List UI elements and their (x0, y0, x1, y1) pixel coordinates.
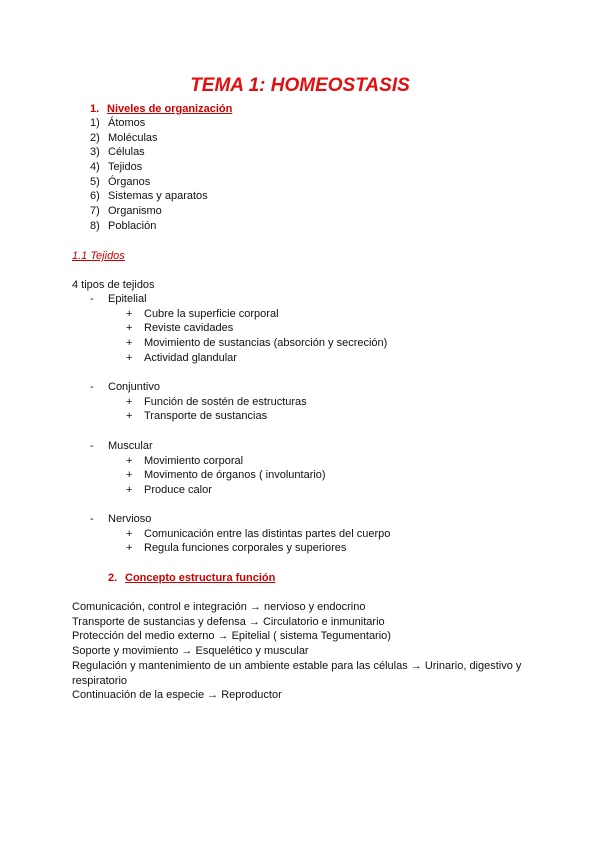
list-item (90, 189, 208, 204)
list-marker: 7) (90, 205, 100, 218)
text-line: Transporte de sustancias y defensa → Circulatorio e inmunitario (72, 615, 385, 628)
list-item (90, 351, 387, 366)
list-item-text: Células (108, 146, 145, 159)
tissue-points (90, 395, 307, 424)
plus-bullet: + (126, 307, 133, 320)
tissue-nervioso (90, 512, 390, 556)
text-line: Continuación de la especie → Reproductor (72, 689, 282, 702)
list-marker: 3) (90, 146, 100, 159)
plus-bullet: + (126, 542, 133, 555)
dash-bullet: - (90, 440, 94, 452)
list-item (90, 307, 387, 322)
list-item (90, 468, 326, 483)
list-item (90, 204, 208, 219)
list-item (90, 219, 208, 234)
list-marker: 6) (90, 190, 100, 203)
text-line: Comunicación, control e integración → nervioso y endocrino (72, 601, 366, 613)
list-item (90, 160, 208, 175)
point-text: Actividad glandular (144, 351, 237, 364)
section-2-number: 2. (108, 572, 118, 584)
tissue-name: Epitelial (108, 293, 147, 305)
tissue-points (90, 527, 390, 556)
list-item (90, 395, 307, 410)
list-item-text: Órganos (108, 175, 151, 188)
list-item-text: Población (108, 219, 157, 232)
plus-bullet: + (126, 351, 133, 364)
list-item (90, 131, 208, 146)
point-text: Transporte de sustancias (144, 410, 268, 423)
point-text: Regula funciones corporales y superiores (144, 542, 347, 555)
structure-function-lines (72, 600, 532, 703)
point-text: Reviste cavidades (144, 322, 234, 335)
point-text: Movimiento corporal (144, 454, 244, 467)
plus-bullet: + (126, 322, 133, 335)
plus-bullet: + (126, 337, 133, 350)
list-marker: 5) (90, 175, 100, 188)
tissue-muscular (90, 439, 326, 498)
section-1-heading (90, 102, 232, 117)
list-item (90, 145, 208, 160)
organization-levels-list (90, 116, 208, 234)
section-1-title: Niveles de organización (107, 103, 233, 115)
plus-bullet: + (126, 469, 133, 482)
tissue-conjuntivo (90, 380, 307, 424)
list-item (90, 483, 326, 498)
tissue-points (90, 307, 387, 366)
dash-bullet: - (90, 381, 94, 393)
point-text: Movimento de órganos ( involuntario) (144, 469, 326, 482)
list-item-text: Tejidos (108, 161, 143, 174)
list-item (90, 116, 208, 131)
list-marker: 4) (90, 161, 100, 174)
subsection-heading: 1.1 Tejidos (72, 250, 125, 262)
point-text: Comunicación entre las distintas partes del cuerpo (144, 527, 391, 540)
list-item (90, 175, 208, 190)
list-item (90, 527, 390, 542)
list-item (90, 454, 326, 469)
dash-bullet: - (90, 293, 94, 305)
text-line: Soporte y movimiento → Esquelético y muscular (72, 645, 309, 658)
tissues-intro: 4 tipos de tejidos (72, 279, 155, 291)
list-item-text: Organismo (108, 205, 162, 218)
list-marker: 1) (90, 117, 100, 129)
section-1-number: 1. (90, 103, 100, 115)
point-text: Produce calor (144, 484, 212, 497)
tissue-name: Nervioso (108, 513, 152, 525)
list-marker: 2) (90, 131, 100, 144)
list-item-text: Moléculas (108, 131, 158, 144)
list-item-text: Átomos (108, 117, 146, 129)
list-item-text: Sistemas y aparatos (108, 190, 208, 203)
plus-bullet: + (126, 484, 133, 497)
list-item (90, 409, 307, 424)
list-item (90, 541, 390, 556)
section-2-heading (108, 571, 275, 586)
section-2-title: Concepto estructura función (125, 572, 276, 584)
text-line: Regulación y mantenimiento de un ambiente estable para las células → Urinario, digestivo y respiratorio (72, 659, 522, 687)
tissue-name: Muscular (108, 440, 153, 452)
tissue-points (90, 454, 326, 498)
tissue-label (90, 292, 387, 307)
tissue-name: Conjuntivo (108, 381, 160, 393)
point-text: Cubre la superficie corporal (144, 307, 279, 320)
list-marker: 8) (90, 219, 100, 232)
tissue-label (90, 380, 307, 395)
tissue-label (90, 512, 390, 527)
point-text: Función de sostén de estructuras (144, 395, 307, 408)
tissue-label (90, 439, 326, 454)
plus-bullet: + (126, 410, 133, 423)
point-text: Movimiento de sustancias (absorción y secreción) (144, 337, 388, 350)
list-item (90, 321, 387, 336)
dash-bullet: - (90, 513, 94, 525)
plus-bullet: + (126, 454, 133, 467)
plus-bullet: + (126, 395, 133, 408)
tissue-epitelial (90, 292, 387, 365)
list-item (90, 336, 387, 351)
page-title: TEMA 1: HOMEOSTASIS (190, 75, 410, 96)
plus-bullet: + (126, 527, 133, 540)
text-line: Protección del medio externo → Epitelial ( sistema Tegumentario) (72, 630, 391, 643)
